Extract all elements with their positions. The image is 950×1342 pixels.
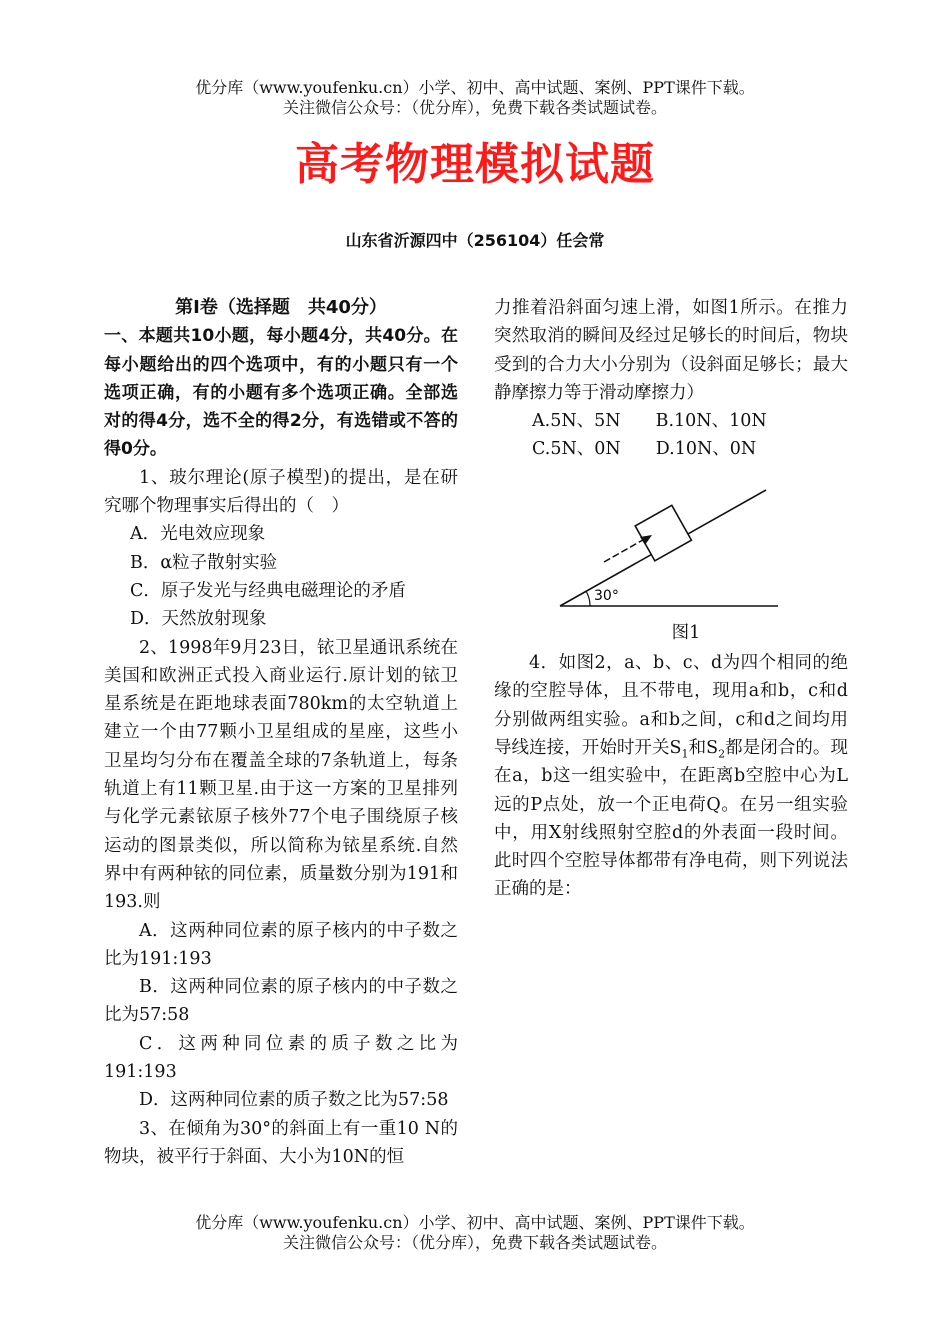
q4-sub-1: 1 (681, 747, 689, 761)
q4-stem (494, 649, 848, 904)
angle-arc (586, 591, 590, 606)
figure-1-caption: 图1 (671, 622, 701, 643)
q4-stem-part-2: 和S (688, 737, 719, 758)
q4-stem-part-3: 都是闭合的。现在a，b这一组实验中，在距离b空腔中心为L远的P点处，放一个正电荷Q。在另一组实验中，用X射线照射空腔d的外表面一段时间。此时四个空腔导体都带有净电荷，则下列说法正确的是： (494, 737, 848, 900)
q2-option-b: B．这两种同位素的原子核内的中子数之比为57:58 (104, 977, 458, 1026)
q1-stem: 1、玻尔理论(原子模型)的提出，是在研究哪个物理事实后得出的（ ） (104, 467, 458, 517)
author-line: 山东省沂源四中（256104）任会常 (345, 231, 605, 250)
q4-stem-part-1: 4．如图2，a、b、c、d为四个相同的绝缘的空腔导体，且不带电，现用a和b，c和d分别做两组实验。a和b之间，c和d之间均用导线连接，开始时开关S (494, 653, 848, 758)
right-column (494, 294, 848, 904)
footer-line-2: 关注微信公众号：（优分库），免费下载各类试题试卷。 (282, 1233, 667, 1252)
q1-option-d: D．天然放射现象 (130, 609, 267, 630)
figure-1-incline (554, 470, 784, 615)
q3-options-row-2: C.5N、0N D.10N、0N (532, 439, 757, 460)
header-line-1: 优分库（www.youfenku.cn）小学、初中、高中试题、案例、PPT课件下载。 (195, 78, 755, 97)
left-column (104, 294, 458, 1171)
q3-stem-part1: 3、在倾角为30°的斜面上有一重10 N的物块，被平行于斜面、大小为10N的恒 (104, 1118, 458, 1167)
footer-line-1: 优分库（www.youfenku.cn）小学、初中、高中试题、案例、PPT课件下载。 (195, 1213, 755, 1232)
q4-sub-2: 2 (718, 747, 726, 761)
section-heading: 第Ⅰ卷（选择题 共40分） (175, 297, 387, 318)
q1-option-a: A．光电效应现象 (130, 524, 266, 545)
q3-options-row-1: A.5N、5N B.10N、10N (532, 411, 767, 432)
q2-option-d: D．这两种同位素的质子数之比为57:58 (139, 1090, 449, 1111)
q2-option-c: C．这两种同位素的质子数之比为191:193 (104, 1033, 458, 1083)
q2-option-a: A．这两种同位素的原子核内的中子数之比为191:193 (104, 920, 458, 969)
angle-label: 30° (594, 587, 619, 604)
block-icon (635, 505, 691, 560)
q1-option-b: B．α粒子散射实验 (130, 552, 278, 573)
q1-option-c: C．原子发光与经典电磁理论的矛盾 (130, 580, 406, 601)
header-line-2: 关注微信公众号：（优分库），免费下载各类试题试卷。 (282, 98, 667, 117)
page-title: 高考物理模拟试题 (295, 139, 655, 190)
q3-stem-part2: 力推着沿斜面匀速上滑，如图1所示。在推力突然取消的瞬间及经过足够长的时间后，物块受到的合力大小分别为（设斜面足够长；最大静摩擦力等于滑动摩擦力） (494, 298, 848, 403)
section-instructions: 一、本题共10小题，每小题4分，共40分。在每小题给出的四个选项中，有的小题只有一个选项正确，有的小题有多个选项正确。全部选对的得4分，选不全的得2分，有选错或不答的得0分。 (104, 326, 458, 460)
q2-stem: 2、1998年9月23日，铱卫星通讯系统在美国和欧洲正式投入商业运行.原计划的铱卫星系统是在距地球表面780km的太空轨道上建立一个由77颗小卫星组成的星座，这些小卫星均匀分布在覆盖全球的7条轨道上，每条轨道上有11颗卫星.由于这一方案的卫星排列与化学元素铱原子核外77个电子围绕原子核运动的图景类似，所以简称为铱星系统.自然界中有两种铱的同位素，质量数分别为191和193.则 (104, 637, 458, 913)
